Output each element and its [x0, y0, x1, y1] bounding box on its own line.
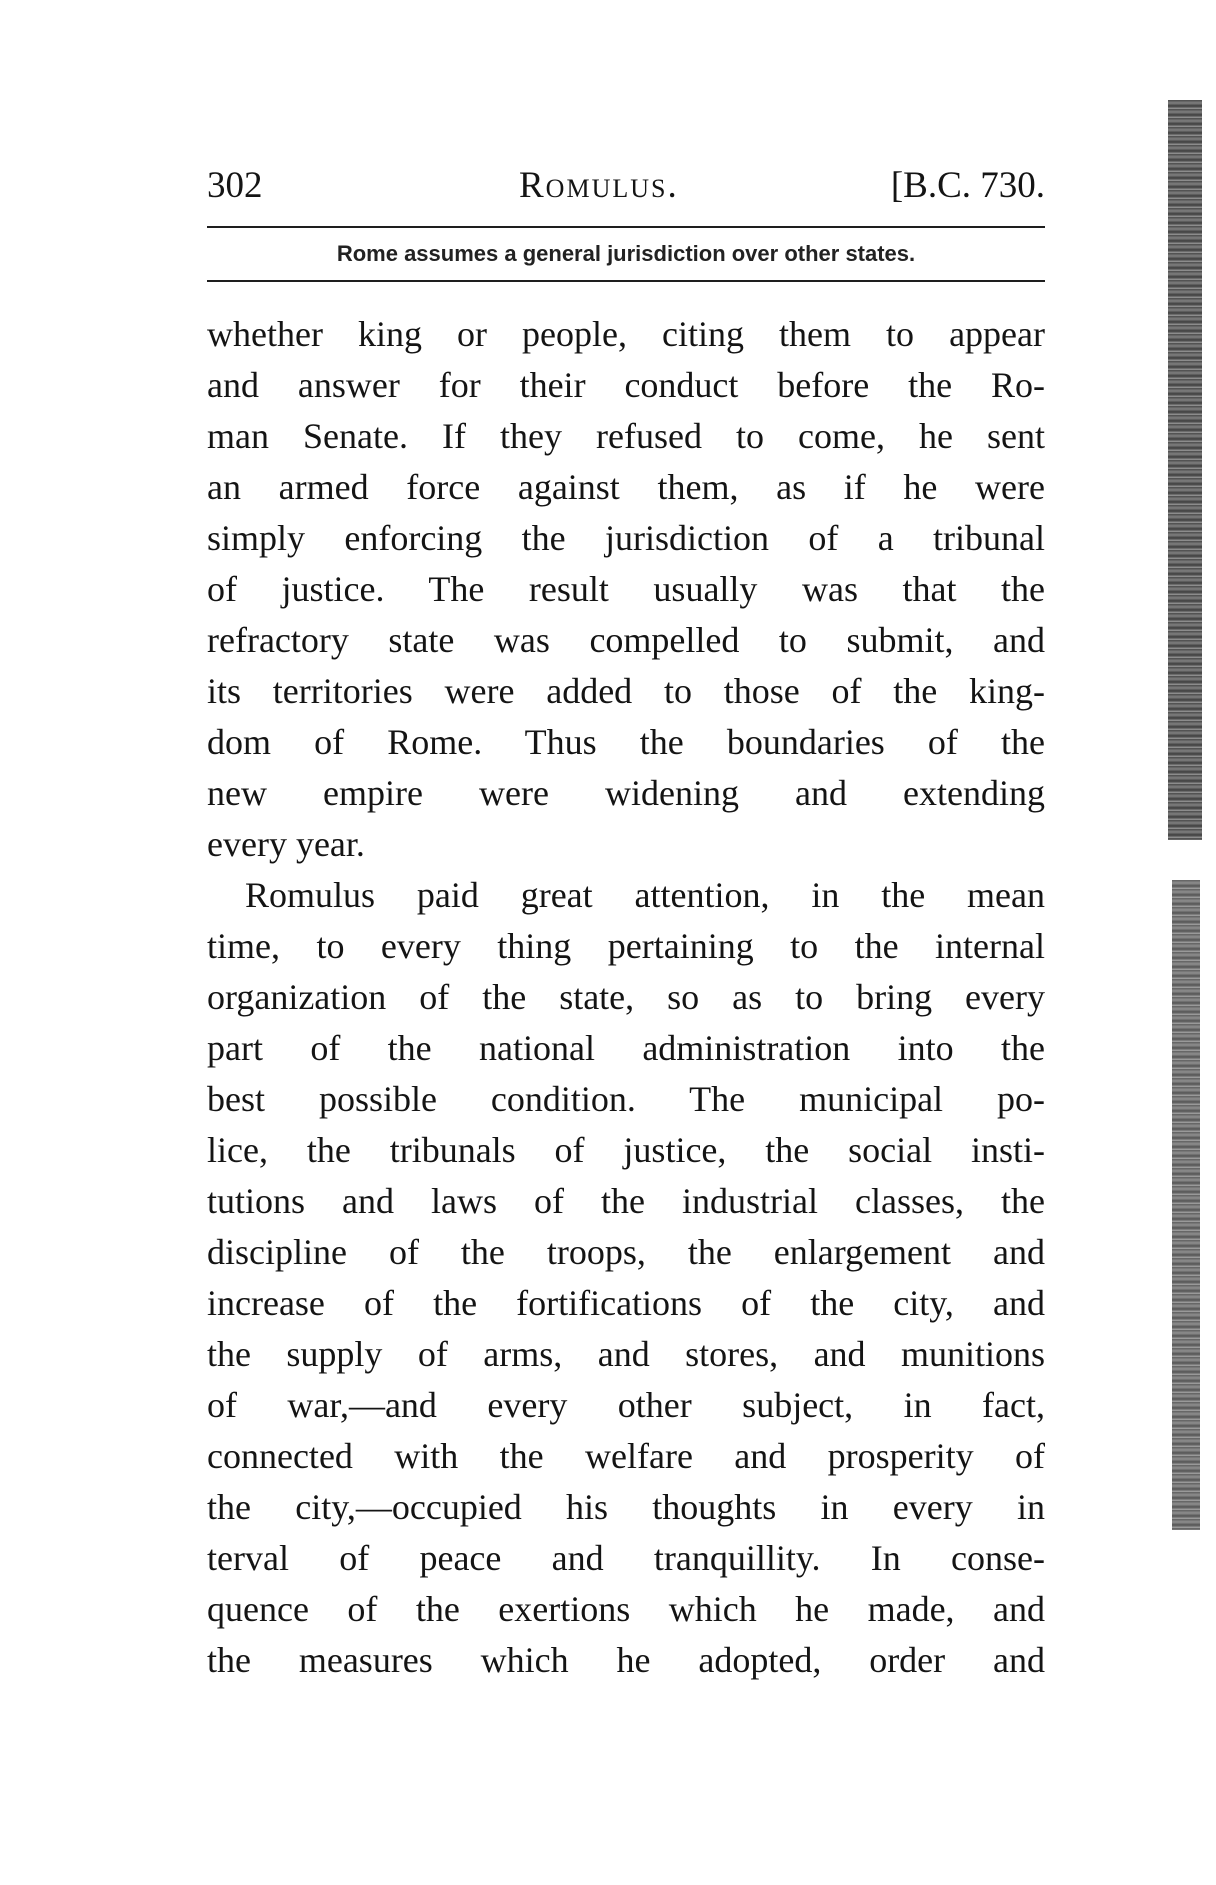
running-title: Romulus.	[519, 165, 679, 206]
page-edge-shadow-lower	[1172, 880, 1200, 1530]
text-line: and answer for their conduct before the Ro-	[207, 365, 1045, 405]
text-line: whether king or people, citing them to appear	[207, 314, 1045, 354]
text-line: best possible condition. The municipal po-	[207, 1079, 1045, 1119]
text-line: part of the national administration into the	[207, 1028, 1045, 1068]
text-line: of justice. The result usually was that the	[207, 569, 1045, 609]
header-rule-top	[207, 226, 1045, 228]
text-line: time, to every thing pertaining to the internal	[207, 926, 1045, 966]
text-line: man Senate. If they refused to come, he sent	[207, 416, 1045, 456]
text-line: new empire were widening and extending	[207, 773, 1045, 813]
text-line: simply enforcing the jurisdiction of a tribunal	[207, 518, 1045, 558]
text-line: tutions and laws of the industrial classes, the	[207, 1181, 1045, 1221]
page-subheading: Rome assumes a general jurisdiction over other states.	[336, 241, 916, 266]
text-line: increase of the fortifications of the city, and	[207, 1283, 1045, 1323]
text-line: the measures which he adopted, order and	[207, 1640, 1045, 1680]
text-line: of war,—and every other subject, in fact,	[207, 1385, 1045, 1425]
text-line: its territories were added to those of the king-	[207, 671, 1045, 711]
text-line: terval of peace and tranquillity. In conse-	[207, 1538, 1045, 1578]
text-line: connected with the welfare and prosperity of	[207, 1436, 1045, 1476]
text-line: the city,—occupied his thoughts in every in	[207, 1487, 1045, 1527]
text-line: refractory state was compelled to submit, and	[207, 620, 1045, 660]
page-number: 302	[207, 165, 263, 206]
text-line: quence of the exertions which he made, and	[207, 1589, 1045, 1629]
text-line: Romulus paid great attention, in the mean	[245, 875, 1045, 915]
text-line: an armed force against them, as if he were	[207, 467, 1045, 507]
header-rule-bottom	[207, 280, 1045, 282]
text-line: dom of Rome. Thus the boundaries of the	[207, 722, 1045, 762]
text-line: lice, the tribunals of justice, the social insti-	[207, 1130, 1045, 1170]
page-edge-shadow	[1168, 100, 1202, 840]
body-text	[207, 309, 1045, 1686]
text-line: every year.	[207, 824, 365, 864]
date-reference: [B.C. 730.	[890, 165, 1045, 206]
text-line: discipline of the troops, the enlargement and	[207, 1232, 1045, 1272]
running-head	[207, 158, 1045, 214]
text-line: organization of the state, so as to bring every	[207, 977, 1045, 1017]
text-line: the supply of arms, and stores, and munitions	[207, 1334, 1045, 1374]
